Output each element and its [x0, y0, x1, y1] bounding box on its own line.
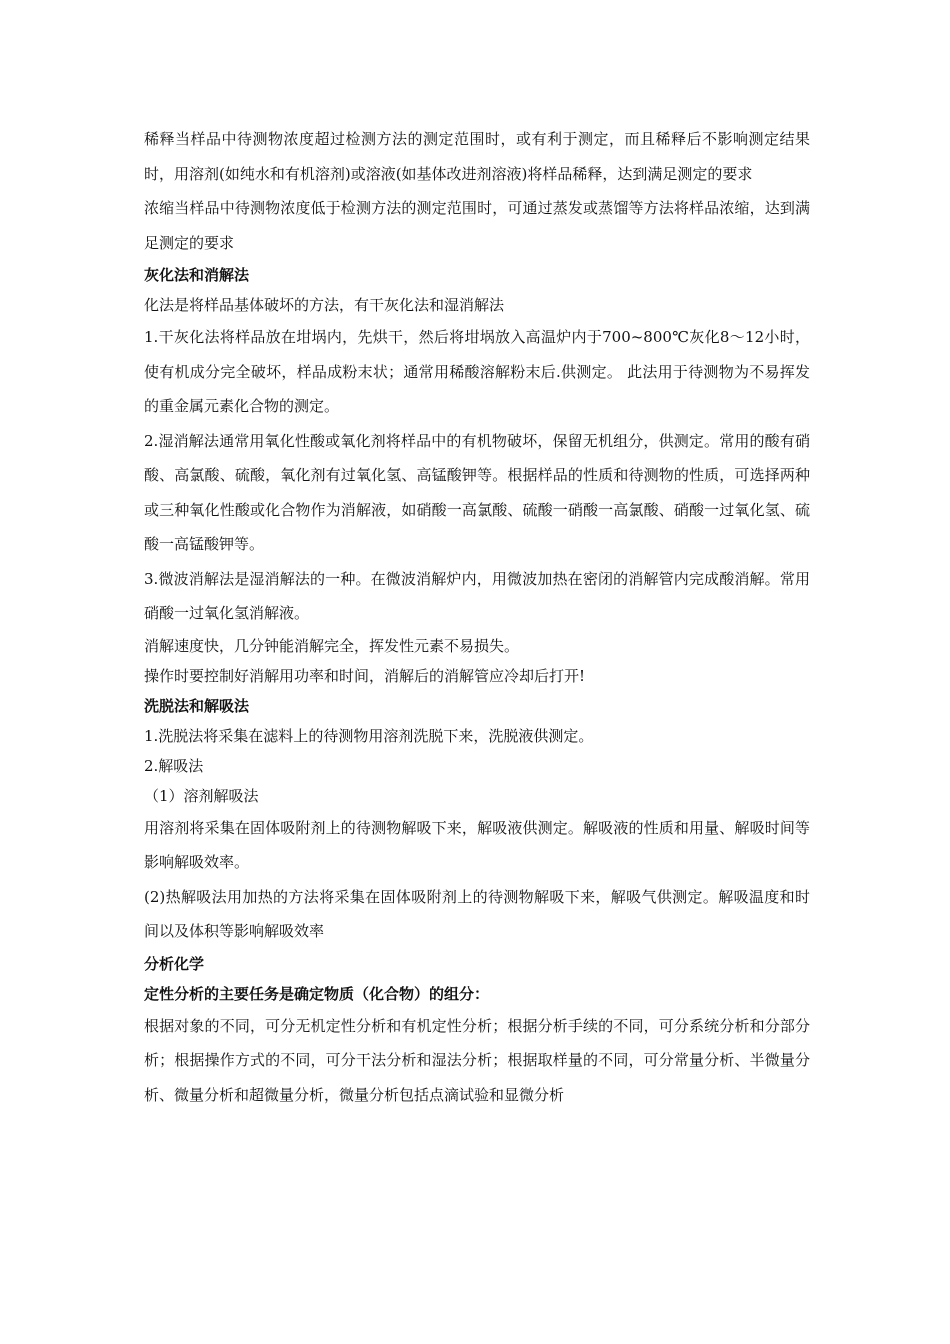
paragraph-concentration: 浓缩当样品中待测物浓度低于检测方法的测定范围时，可通过蒸发或蒸馏等方法将样品浓缩，达到满足测定的要求	[144, 199, 810, 252]
paragraph-desorption: 2.解吸法	[144, 756, 204, 775]
heading-elution-desorption: 洗脱法和解吸法	[144, 696, 250, 715]
paragraph-digestion-caution: 操作时要控制好消解用功率和时间，消解后的消解管应冷却后打开!	[144, 666, 586, 685]
document-body	[144, 122, 810, 1112]
paragraph-thermal-desorption: (2)热解吸法用加热的方法将采集在固体吸附剂上的待测物解吸下来，解吸气供测定。解吸温度和时间以及体积等影响解吸效率	[144, 887, 810, 940]
paragraph-qualitative-classification: 根据对象的不同，可分无机定性分析和有机定性分析；根据分析手续的不同，可分系统分析和分部分析；根据操作方式的不同，可分干法分析和湿法分析；根据取样量的不同，可分常量分析、半微量分析、微量分析和超微量分析，微量分析包括点滴试验和显微分析	[144, 1016, 810, 1104]
paragraph-wet-digestion: 2.湿消解法通常用氧化性酸或氧化剂将样品中的有机物破坏，保留无机组分，供测定。常用的酸有硝酸、高氯酸、硫酸，氧化剂有过氧化氢、高锰酸钾等。根据样品的性质和待测物的性质，可选择两种或三种氧化性酸或化合物作为消解液，如硝酸一高氯酸、硫酸一硝酸一高氯酸、硝酸一过氧化氢、硫酸一高锰酸钾等。	[144, 431, 810, 553]
paragraph-dilution: 稀释当样品中待测物浓度超过检测方法的测定范围时，或有利于测定，而且稀释后不影响测定结果时，用溶剂(如纯水和有机溶剂)或溶液(如基体改进剂溶液)将样品稀释，达到满足测定的要求	[144, 130, 810, 183]
paragraph-digestion-speed: 消解速度快，几分钟能消解完全，挥发性元素不易损失。	[144, 636, 520, 655]
heading-analytical-chemistry: 分析化学	[144, 954, 205, 973]
heading-ashing-digestion: 灰化法和消解法	[144, 266, 250, 284]
paragraph-elution: 1.洗脱法将采集在滤料上的待测物用溶剂洗脱下来，洗脱液供测定。	[144, 726, 594, 745]
paragraph-ashing-intro: 化法是将样品基体破坏的方法，有干灰化法和湿消解法	[144, 296, 505, 314]
paragraph-microwave-digestion: 3.微波消解法是湿消解法的一种。在微波消解炉内，用微波加热在密闭的消解管内完成酸消解。常用硝酸一过氧化氢消解液。	[144, 569, 810, 622]
paragraph-solvent-desorption: （1）溶剂解吸法	[144, 786, 259, 805]
paragraph-dry-ashing: 1.干灰化法将样品放在坩埚内，先烘干，然后将坩埚放入高温炉内于700~800℃灰化8～12小时，使有机成分完全破坏，样品成粉末状；通常用稀酸溶解粉末后.供测定。 此法用于待测物为不易挥发的重金属元素化合物的测定。	[144, 328, 810, 415]
paragraph-solvent-desorption-detail: 用溶剂将采集在固体吸附剂上的待测物解吸下来，解吸液供测定。解吸液的性质和用量、解吸时间等影响解吸效率。	[144, 818, 810, 871]
heading-qualitative-analysis: 定性分析的主要任务是确定物质（化合物）的组分：	[144, 984, 490, 1003]
